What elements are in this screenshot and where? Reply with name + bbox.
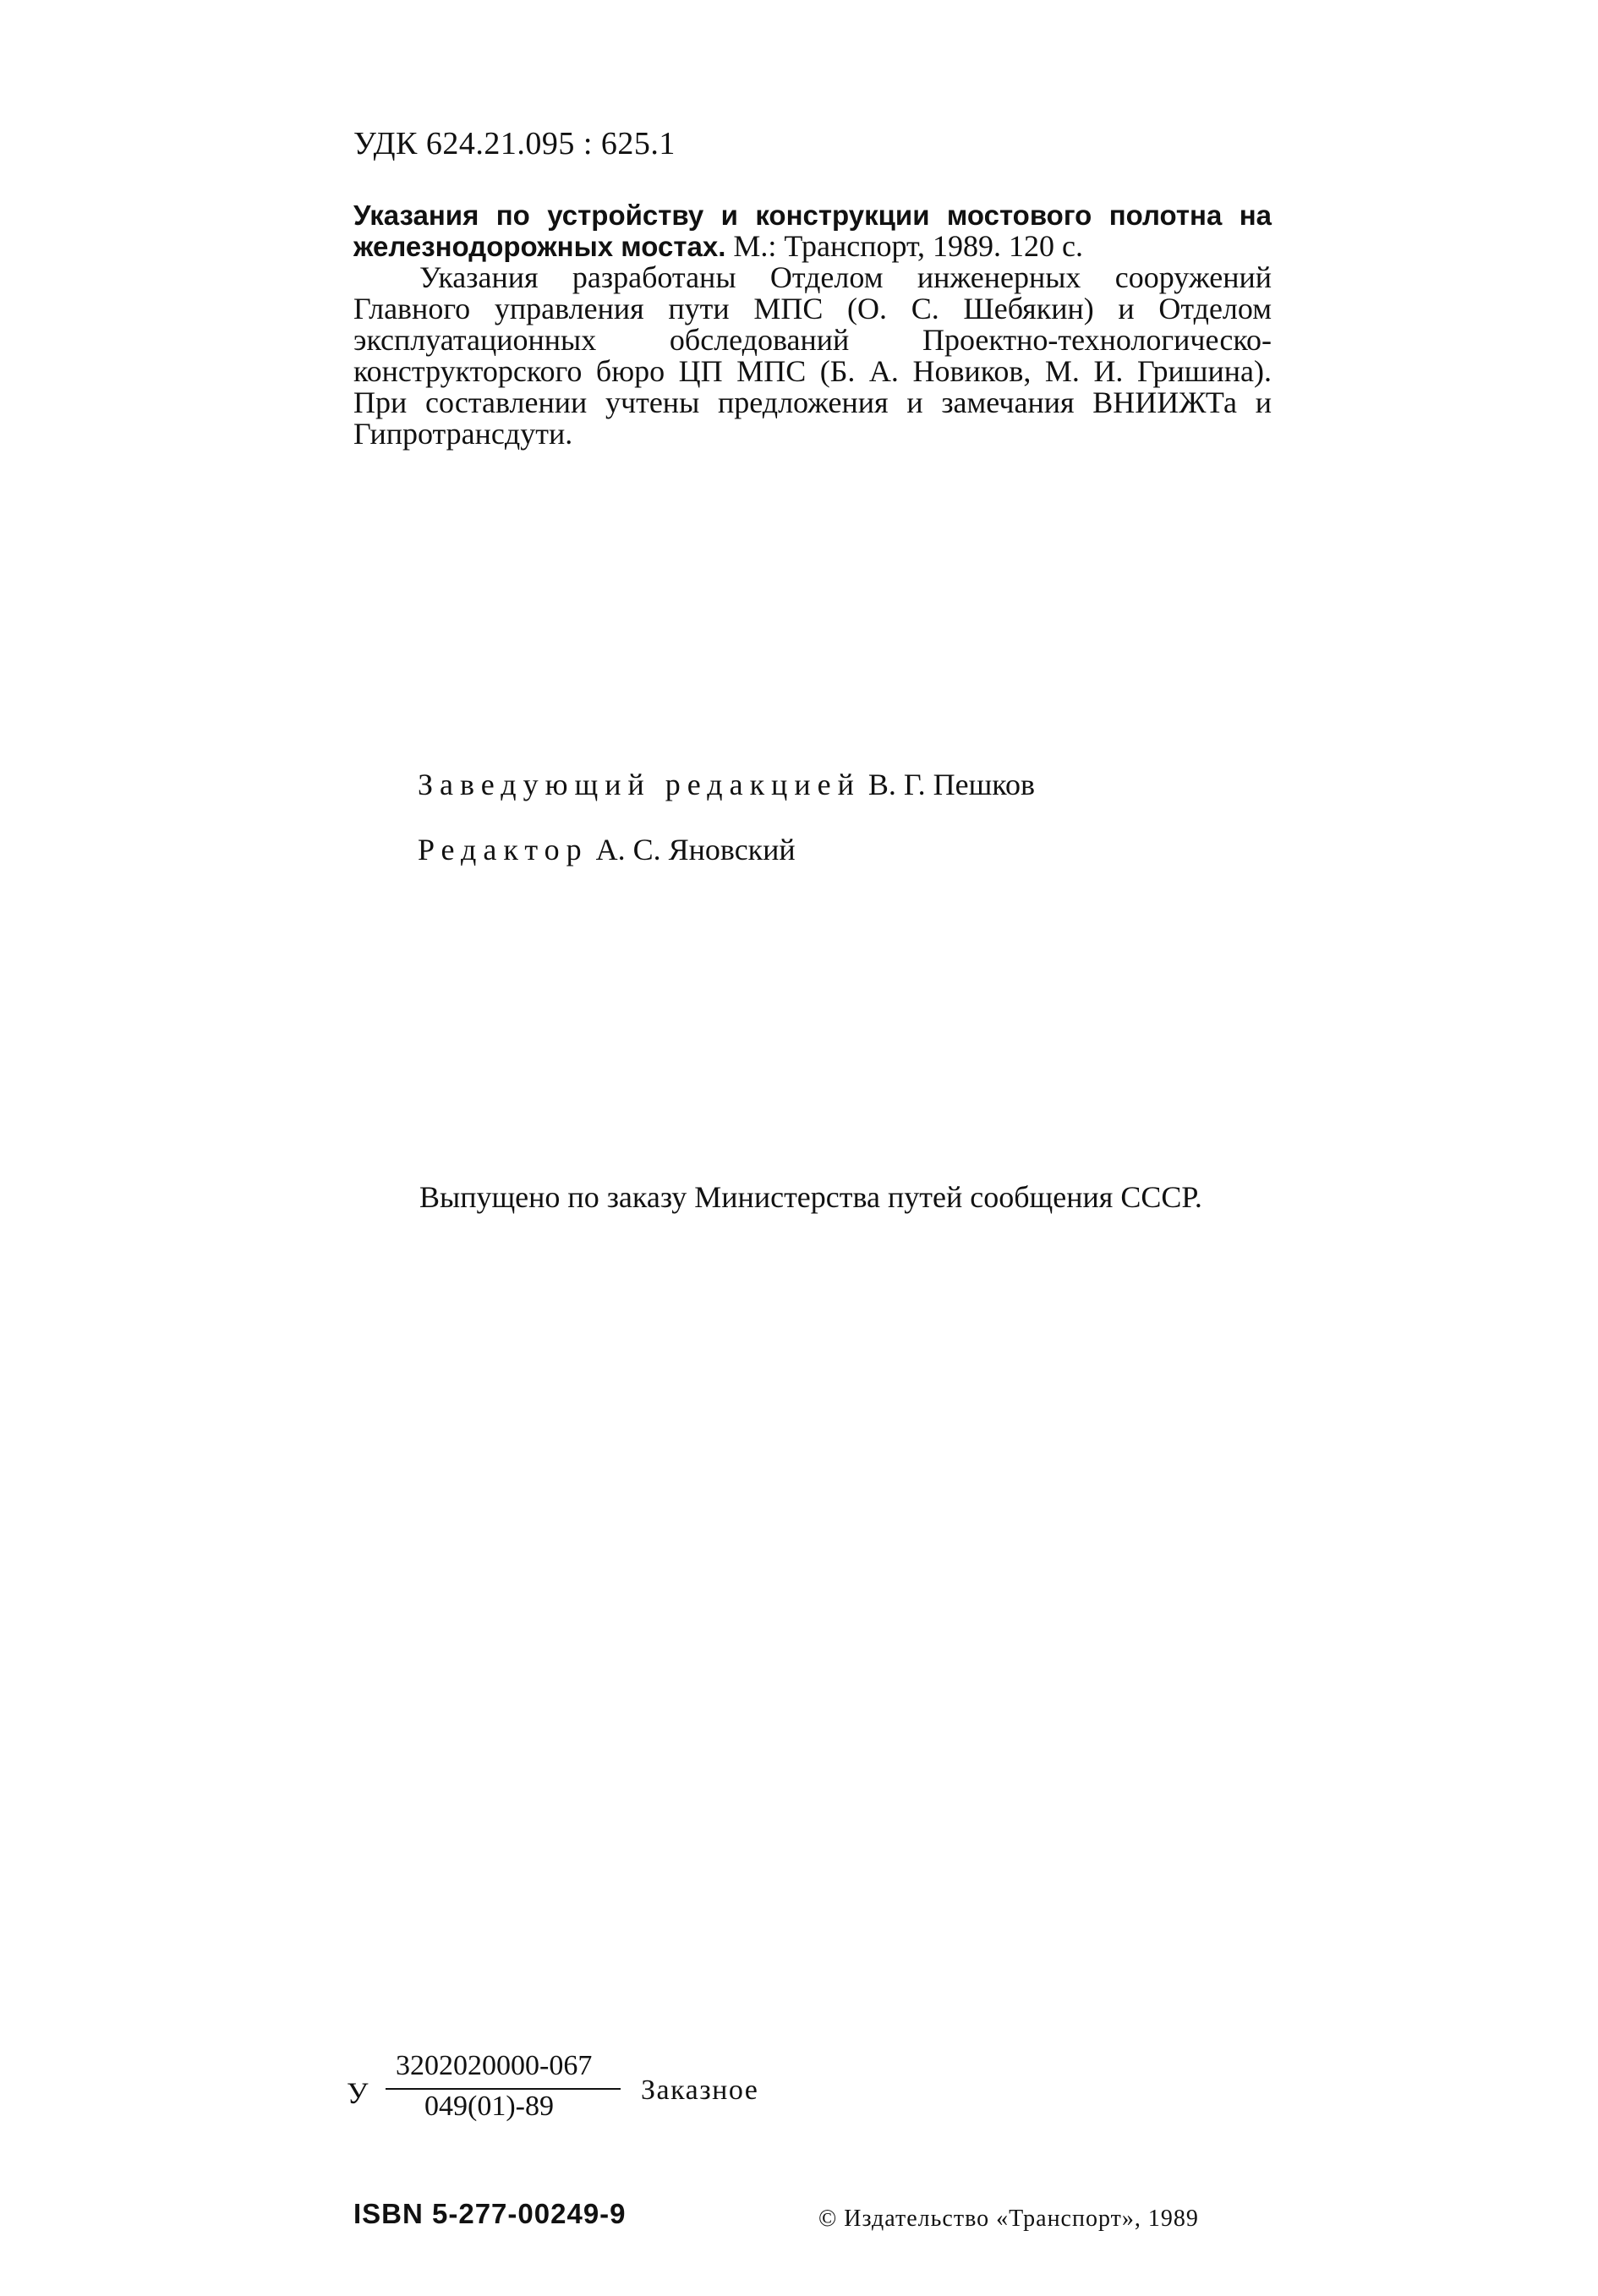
credit-name-editor: А. С. Яновский — [595, 833, 796, 866]
book-imprint: М.: Транспорт, 1989. 120 с. — [733, 229, 1084, 263]
copyright-notice: © Издательство «Транспорт», 1989 — [818, 2206, 1199, 2232]
book-title: Указания по устройству и конструкции мостового полотна на железнодорожных мостах. — [353, 200, 1272, 262]
credit-name-head: В. Г. Пешков — [867, 768, 1035, 801]
index-denominator: 049(01)-89 — [424, 2091, 554, 2122]
isbn-number: ISBN 5-277-00249-9 — [353, 2198, 627, 2229]
credit-head-of-editorial — [418, 767, 1035, 802]
credit-editor — [418, 832, 796, 867]
index-letter: У — [347, 2076, 369, 2110]
abstract-paragraph: Указания разработаны Отделом инженерных сооружений Главного управления пути МПС (О. С. Шебякин) и Отделом эксплуатационных обследований Проектно-технологическо-конструкторского бюро ЦП МПС (Б. А. Новиков, М. И. Гришина). При составлении учтены предложения и замечания ВНИИЖТа и Гипротрансдути. — [353, 260, 1272, 451]
fraction-rule — [386, 2088, 621, 2090]
publication-index — [347, 2050, 820, 2143]
bibliographic-record — [353, 200, 1272, 262]
index-note: Заказное — [641, 2075, 759, 2106]
index-numerator: 3202020000-067 — [396, 2050, 593, 2081]
credit-role-head: Заведующий редакцией — [418, 768, 861, 801]
credit-role-editor: Редактор — [418, 833, 588, 866]
udc-code: УДК 624.21.095 : 625.1 — [353, 126, 676, 161]
commission-note: Выпущено по заказу Министерства путей сообщения СССР. — [419, 1180, 1202, 1214]
